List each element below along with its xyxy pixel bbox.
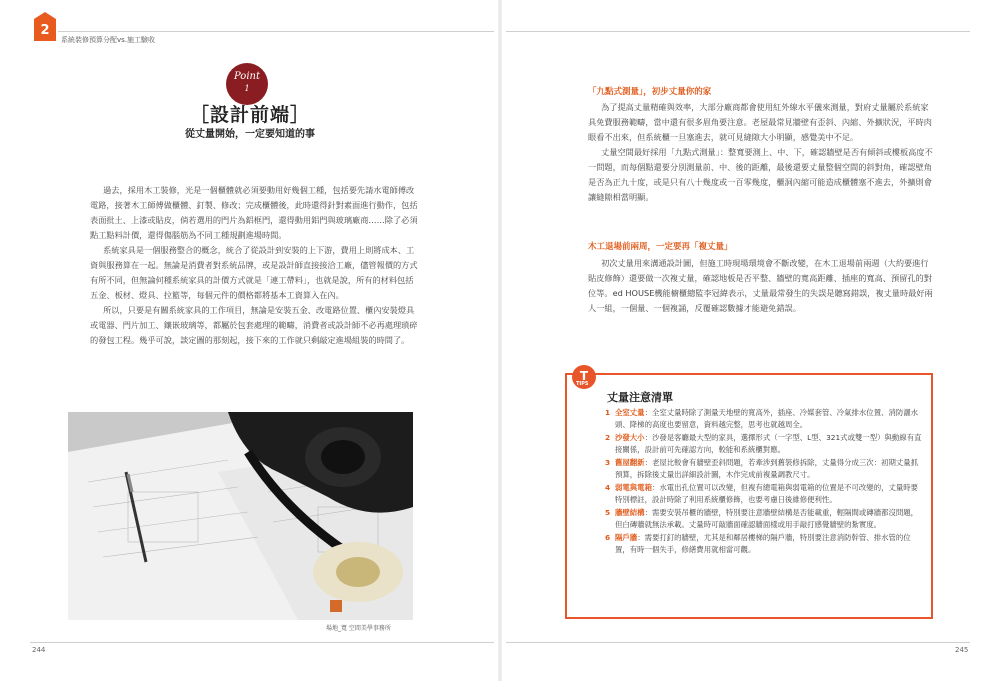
photo-caption: 場地_寬 空間美學事務所 [326,625,391,632]
section1-heading: 「九點式測量」，初步丈量你的家 [588,87,712,97]
section-title: ［設計前端］ [189,104,310,126]
tips-item-key: 隔戶牆 [615,533,638,542]
chapter-badge [34,19,56,41]
tips-item [605,407,923,431]
page-number-left: 244 [32,646,46,654]
tips-item-text: ：需要安裝吊櫃的牆壁，特別要注意牆壁結構是否能載重，輕隔間或磚牆都沒問題，但白磚牆就無法承載。丈量時可敲牆面確認牆面樣或用手敲打感覺牆壁的紮實度。 [615,508,919,529]
paragraph: 過去，採用木工裝修，光是一個櫃體就必須要動用好幾個工種，包括要先請水電師傅改電路，接著木工師傅做櫃體、釘製、修改；完成櫃體後，此時還得針對素面進行動作，包括表面批土、上漆或貼皮，倘若選用的門片為鋁框門，還得動用鋁門與玻璃廠商……除了必須點工點料計價，還得傷腦筋為不同工種規劃進場時間。 [90,185,418,240]
page-number-right: 245 [955,646,969,654]
photo-illustration [68,412,413,620]
tips-title: 丈量注意清單 [607,391,673,404]
tips-list [605,407,923,557]
page-spine [498,0,502,681]
tips-icon-letter: T [579,369,589,383]
paragraph: 為了提高丈量精確與效率，大部分廠商都會使用紅外線水平儀來測量，對府丈量屬於系統家具免費服務範疇，當中還有很多眉角要注意。老屋最常見牆壁有歪斜、內縮、外擴狀況，平時肉眼看不出來，但系統櫃一旦塞進去，就可見縫隙大小明顯，感覺美中不足。 [588,102,932,142]
point-number: 1 [244,84,250,93]
tips-item-number: 3 [605,458,611,467]
tips-item-text: ：沙發是客廳最大型的家具，選擇形式（一字型、L型、321式或雙一型）與動線有直接關係，設計前可先確認方向，較能和系統櫃對應。 [615,433,922,454]
tips-item-text: ：水電出孔位置可以改變，但複有總電箱與弱電箱的位置是不可改變的，丈量時要特別標註，設計時除了利用系統櫃修飾，也要考慮日後維修便利性。 [615,483,919,504]
tips-item-text: ：老屋比較會有牆壁歪斜問題，若牽涉到舊裝修拆除，丈量得分成三次：初期丈量抓預算，拆除後丈量出詳細設計圖，木作完成前複量調教尺寸。 [615,458,919,479]
tips-item [605,532,923,556]
tips-item-number: 6 [605,533,611,542]
tips-item-text: ：需要打釘的牆壁，尤其是和鄰居樓梯的隔戶牆，特別要注意消防幹管、排水管的位置，有時一個失手，修繕費用就相當可觀。 [615,533,911,554]
measuring-tools-photo [68,412,413,620]
section2-heading: 木工退場前兩周，一定要再「複丈量」 [588,242,733,252]
tips-item-key: 弱電與電箱 [615,483,652,492]
point-label: Point [233,71,260,82]
tips-item [605,457,923,481]
tips-item-text: ：全室丈量時除了測量天地壁的寬高外，插座、冷媒套管、冷氣排水位置、消防灑水頭、降梯的高度也要留意，資料越完整，思考也就越周全。 [615,408,919,429]
header-rule-left [58,31,494,32]
footer-rule-right [506,642,970,643]
paragraph: 初次丈量用來溝通設計圖，但施工時現場環境會不斷改變，在木工退場前兩週（大約要進行貼皮修飾）還要做一次複丈量，確認地板是否平整、牆壁的寬高距離、插座的寬高、預留孔的對位等。ed HOUSE機能櫥櫃總監李冠緯表示，丈量最常發生的失誤是聽寫錯誤，複丈量時最好兩人一組，一個量、一個複誦，反覆確認數據才能避免錯誤。 [588,258,933,313]
section2-body [588,256,936,316]
left-body-text [90,183,418,348]
tips-item-number: 1 [605,408,611,417]
paragraph: 丈量空間最好採用「九點式測量」：整寬要測上、中、下，確認牆壁是否有傾斜或樓板高度不一問題，而每個點還要分別測量前、中、後的距離，最後還要丈量整個空間的斜對角，確認壁角是否為正九十度，或是只有八十幾度或一百零幾度，櫃洞內縮可能造成櫃體塞不進去，外擴則會讓縫隙相當明顯。 [588,147,933,202]
paragraph: 系統家具是一個服務整合的概念，統合了從設計到安裝的上下游，費用上則將成本、工資與服務算在一起。無論是消費者對系統品牌，或是設計師直接接洽工廠，儘管報價的方式有所不同，但無論何種系統家具的計價方式就是「連工帶料」，也就是說，所有的材料包括五金、板材、燈具、拉籃等，每個元件的價格都將基本工資算入在內。 [90,245,418,300]
tips-item-number: 2 [605,433,611,442]
tips-item [605,432,923,456]
point-badge [226,63,268,105]
footer-rule-left [30,642,494,643]
tips-item-key: 牆壁結構 [615,508,645,517]
tips-item-number: 4 [605,483,611,492]
tips-icon-label: TIPS [576,381,589,387]
paragraph: 所以，只要是有關系統家具的工作項目，無論是安裝五金、改電路位置、櫃內安裝燈具或電器、門片加工、鑲嵌玻璃等，都屬於包套處理的範疇，消費者或設計師不必再處理瑣碎的發包工程。幾乎可說，談定圖的那刻起，接下來的工作就只剩敲定進場組裝的時間了。 [90,305,418,345]
section1-body [588,100,936,205]
tips-item-key: 沙發大小 [615,433,645,442]
tips-item-key: 全室丈量 [615,408,645,417]
tips-item [605,482,923,506]
tips-item [605,507,923,531]
header-rule-right [506,31,970,32]
chapter-title: 系統裝修預算分配vs.施工驗收 [61,36,156,44]
tips-icon [572,365,596,389]
chapter-number: 2 [40,23,50,38]
section-subtitle: 從丈量開始，一定要知道的事 [185,129,315,140]
tips-item-number: 5 [605,508,611,517]
tips-item-key: 舊屋翻新 [615,458,645,467]
